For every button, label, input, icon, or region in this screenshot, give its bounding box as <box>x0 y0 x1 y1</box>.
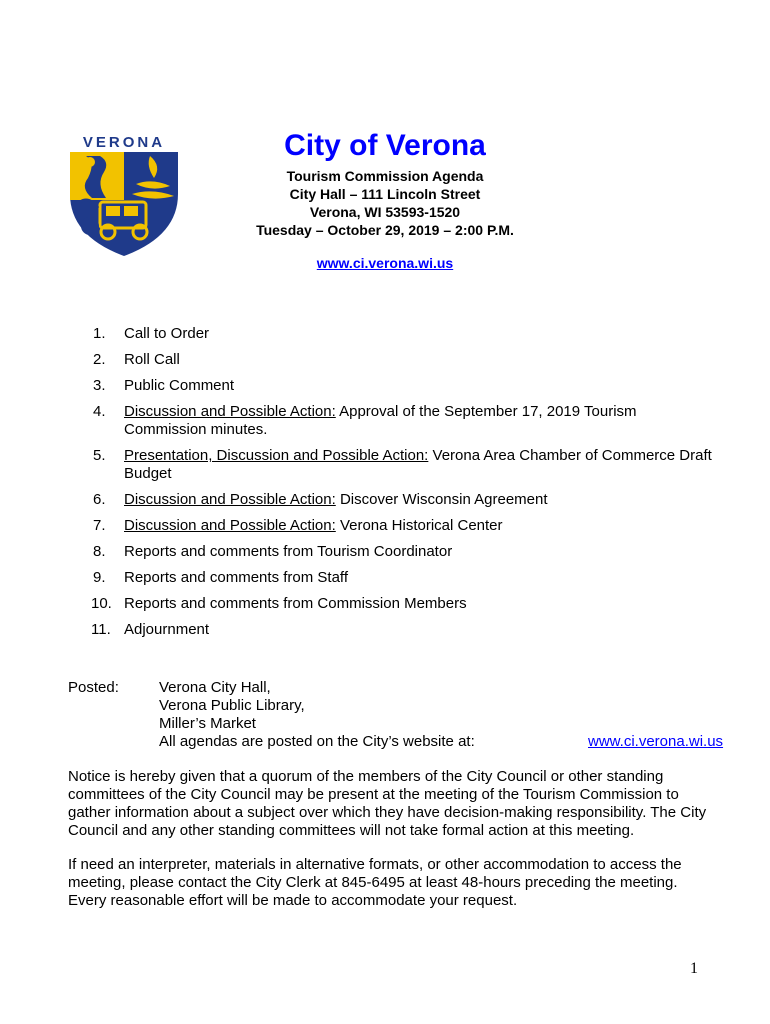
agenda-item-text: Approval of the September 17, 2019 Tourism Commission minutes. <box>124 403 637 438</box>
meeting-city: Verona, WI 53593-1520 <box>309 204 461 220</box>
posted-location: Verona City Hall, <box>159 679 271 696</box>
agenda-item <box>93 351 713 369</box>
agenda-item-number: 2. <box>93 351 106 368</box>
agenda-item <box>93 447 713 483</box>
agenda-item <box>93 569 713 587</box>
posted-location: Verona Public Library, <box>159 697 305 714</box>
agenda-item-text: Roll Call <box>124 351 180 368</box>
agenda-item-text: Reports and comments from Commission Members <box>124 595 467 612</box>
agenda-item-text: Adjournment <box>124 621 210 638</box>
agenda-item-number: 10. <box>91 595 112 612</box>
agenda-item <box>93 517 713 535</box>
agenda-item-action-label: Presentation, Discussion and Possible Action: <box>124 447 429 464</box>
accommodation-notice: If need an interpreter, materials in alternative formats, or other accommodation to access the meeting, please contact the City Clerk at 845-6495 at least 48-hours preceding the meeting. Every reasonable effort will be made to accommodate your request. <box>68 856 682 909</box>
agenda-item-text: Reports and comments from Staff <box>124 569 348 586</box>
agenda-item-action-label: Discussion and Possible Action: <box>124 403 336 420</box>
agenda-item-text: Verona Historical Center <box>335 517 503 534</box>
agenda-item-action-label: Discussion and Possible Action: <box>124 491 336 508</box>
posted-location: Miller’s Market <box>159 715 256 732</box>
agenda-item-text: Public Comment <box>124 377 235 394</box>
agenda-item-text: Call to Order <box>124 325 210 342</box>
meeting-name: Tourism Commission Agenda <box>286 168 484 184</box>
posted-website-line <box>159 733 724 751</box>
agenda-item <box>93 377 713 395</box>
agenda-item-number: 8. <box>93 543 106 560</box>
meeting-address: City Hall – 111 Lincoln Street <box>289 186 481 202</box>
agenda-item <box>93 491 713 509</box>
meeting-info <box>185 167 585 239</box>
posted-locations <box>159 679 724 751</box>
agenda-item-text: Discover Wisconsin Agreement <box>335 491 548 508</box>
logo-text: VERONA <box>82 134 166 151</box>
agenda-item-number: 3. <box>93 377 106 394</box>
agenda-item-number: 5. <box>93 447 106 464</box>
agenda-item <box>93 325 713 343</box>
posted-label: Posted: <box>68 679 119 696</box>
page-number: 1 <box>690 960 698 977</box>
posted-website-link[interactable]: www.ci.verona.wi.us <box>588 733 724 750</box>
agenda-item-number: 4. <box>93 403 106 420</box>
agenda-item <box>93 621 713 639</box>
meeting-datetime: Tuesday – October 29, 2019 – 2:00 P.M. <box>256 222 514 238</box>
verona-city-seal-icon <box>66 132 182 258</box>
page-title: City of Verona <box>284 129 486 162</box>
quorum-notice: Notice is hereby given that a quorum of the members of the City Council or other standing committees of the City Council may be present at the meeting of the Tourism Commission to gather information about a subject over which they have decision-making responsibility. The City Council and any other standing committees will not take formal action at this meeting. <box>68 768 707 839</box>
agenda-item-text: Verona Area Chamber of Commerce Draft Budget <box>124 447 712 482</box>
agenda-item <box>93 403 713 439</box>
agenda-item-number: 9. <box>93 569 106 586</box>
agenda-item <box>93 595 713 613</box>
agenda-item-text: Reports and comments from Tourism Coordinator <box>124 543 453 560</box>
posted-website-text: All agendas are posted on the City’s website at: <box>159 733 475 750</box>
agenda-item-number: 11. <box>91 621 111 638</box>
agenda-list <box>93 325 713 647</box>
agenda-item <box>93 543 713 561</box>
agenda-item-number: 7. <box>93 517 106 534</box>
website-link[interactable]: www.ci.verona.wi.us <box>316 255 454 271</box>
agenda-item-number: 1. <box>93 325 106 342</box>
agenda-item-number: 6. <box>93 491 106 508</box>
agenda-item-action-label: Discussion and Possible Action: <box>124 517 336 534</box>
